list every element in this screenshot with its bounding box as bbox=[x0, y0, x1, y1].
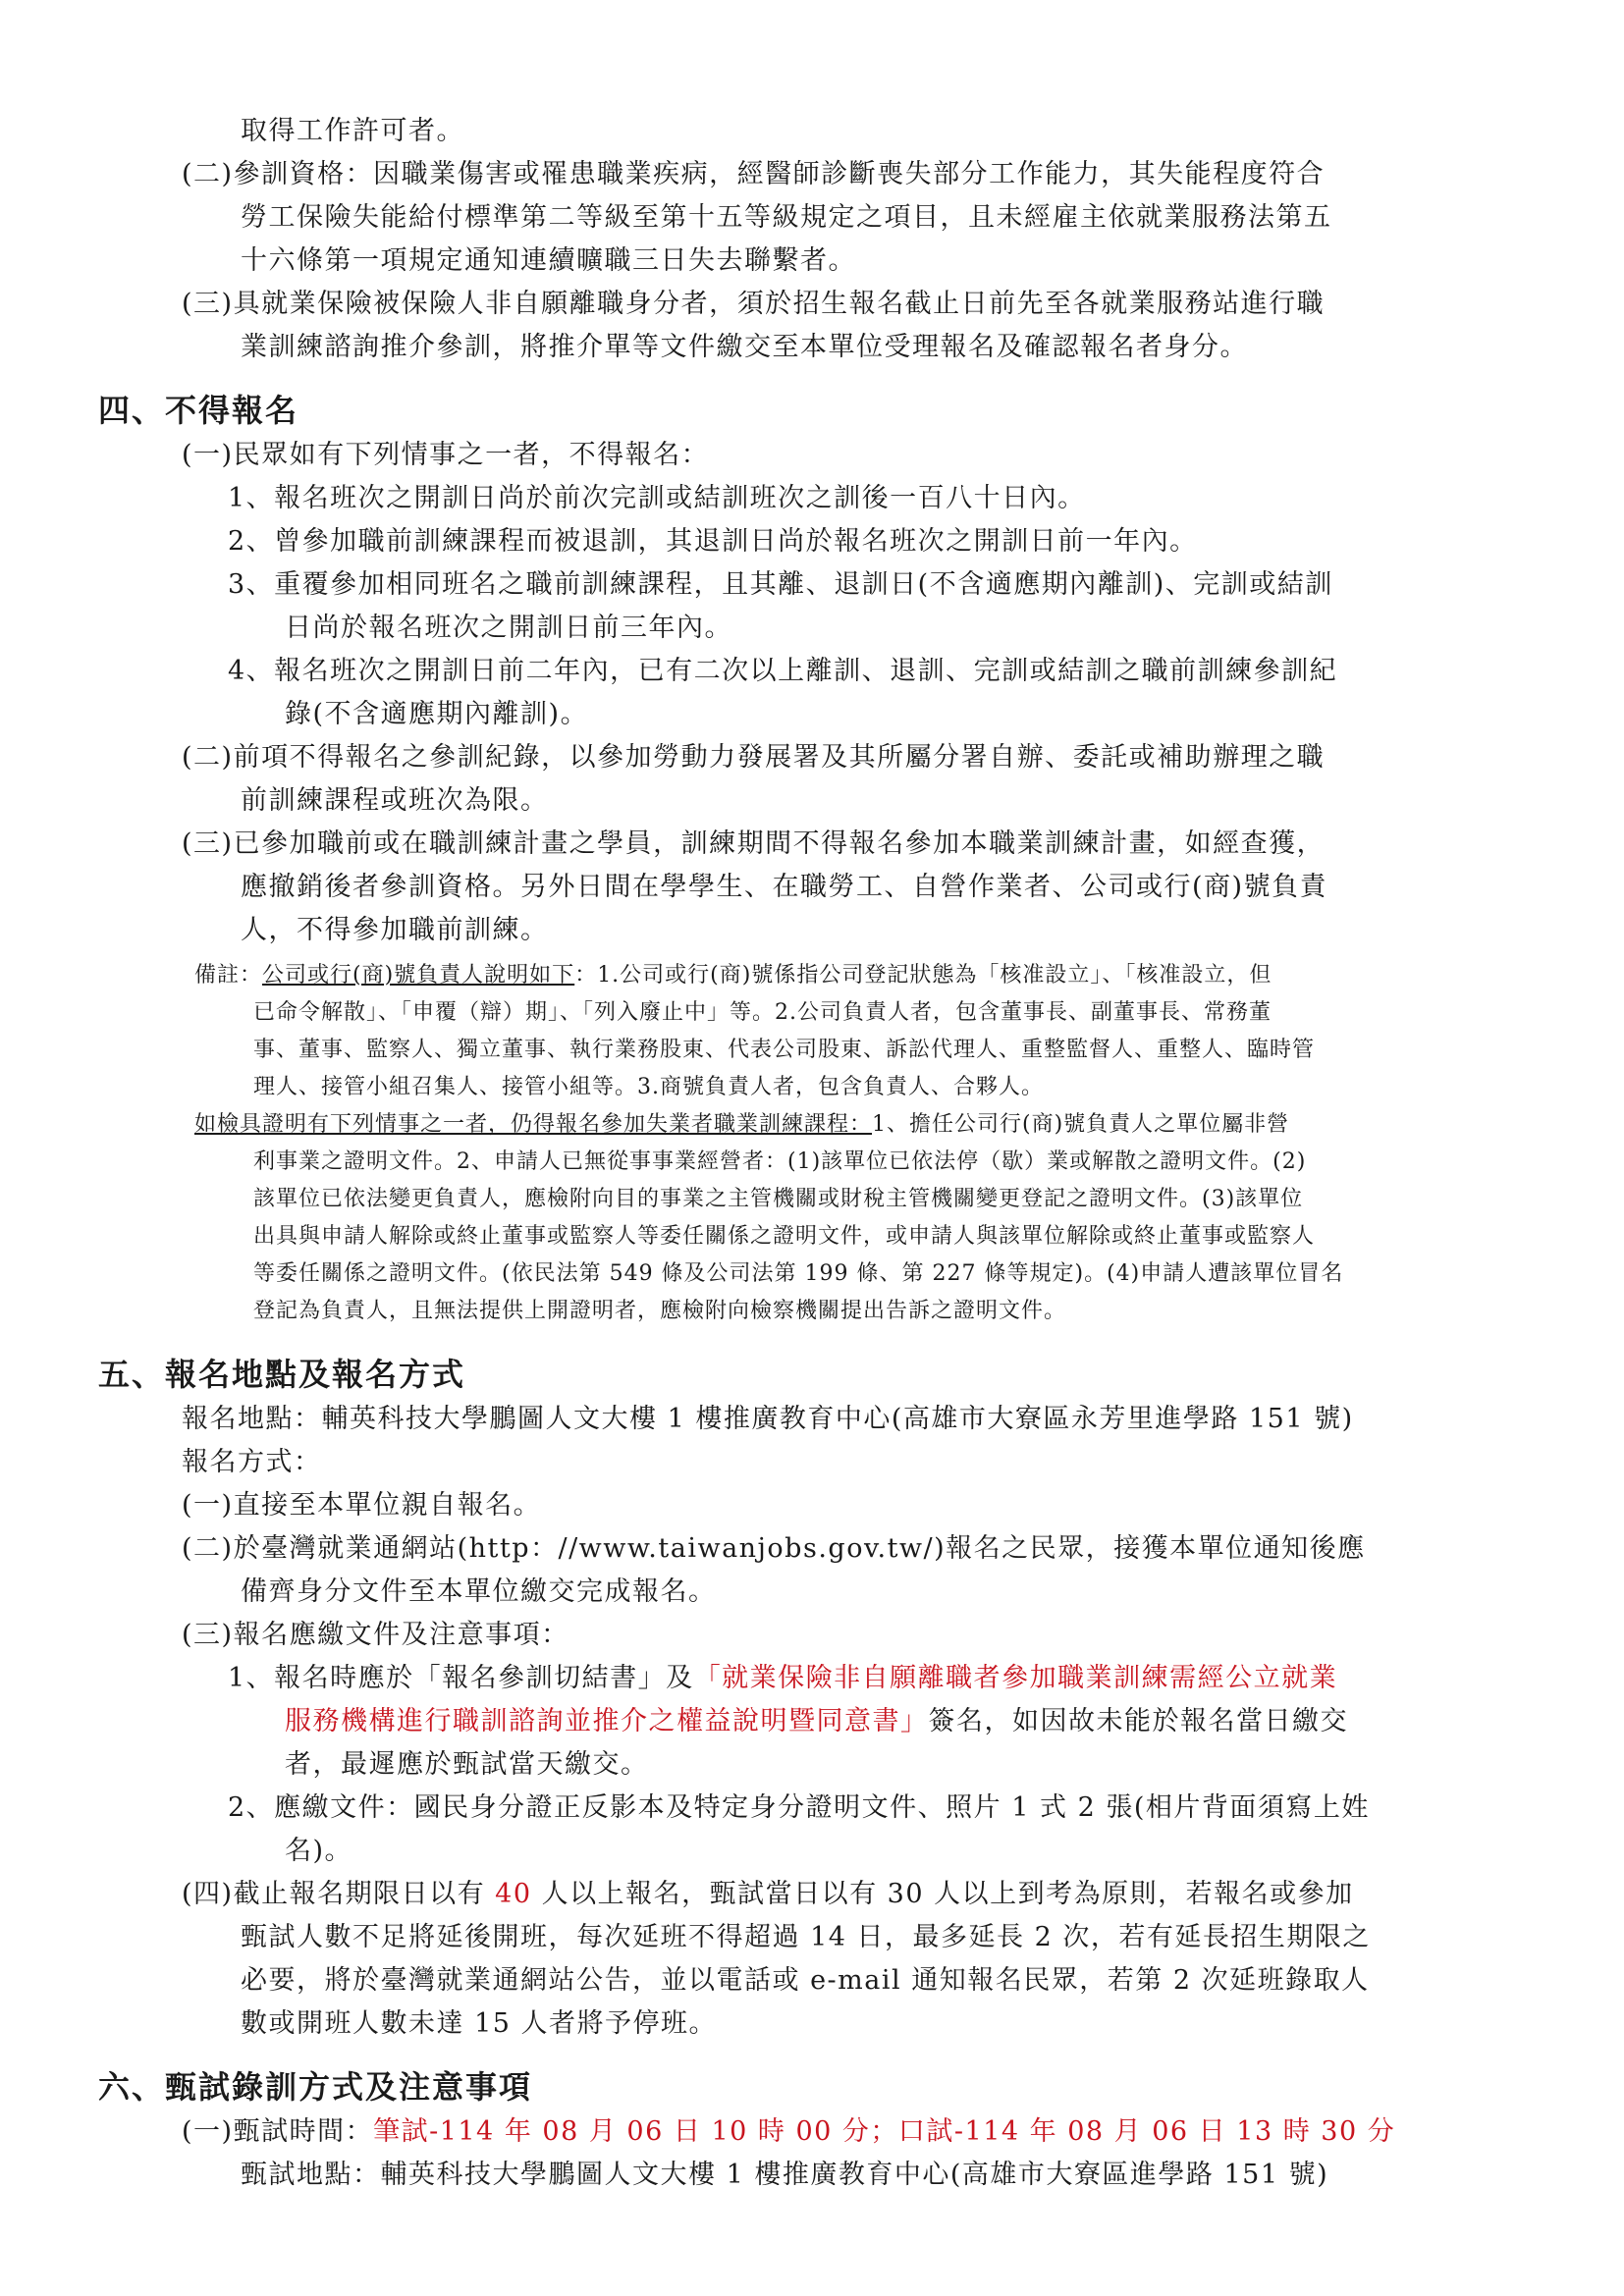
sec5-item4-text: (四)截止報名期限日以有 bbox=[182, 1879, 496, 1909]
note2-text: 1、擔任公司行(商)號負責人之單位屬非營 bbox=[872, 1112, 1290, 1137]
sec5-sub1-text2: 簽名，如因故未能於報名當日繳交 bbox=[928, 1706, 1348, 1736]
sec6-exam-location: 甄試地點：輔英科技大學鵬圖人文大樓 1 樓推廣教育中心(高雄市大寮區進學路 151 號) bbox=[241, 2160, 1329, 2190]
sec5-heading: 五、報名地點及報名方式 bbox=[98, 1356, 466, 1393]
sec6-exam-time-label: (一)甄試時間： bbox=[182, 2116, 374, 2147]
sec5-item4-text2: 人以上報名，甄試當日以有 30 人以上到考為原則，若報名或參加 bbox=[531, 1879, 1354, 1909]
sec4-sub3-line1: 3、重覆參加相同班名之職前訓練課程，且其離、退訓日(不含適應期內離訓)、完訓或結訓 bbox=[228, 569, 1333, 600]
note1-line3: 事、董事、監察人、獨立董事、執行業務股東、代表公司股東、訴訟代理人、重整監督人、重整人、臨時管 bbox=[253, 1038, 1316, 1062]
note1-line2: 已命令解散」、「申覆（辯）期」、「列入廢止中」等。2.公司負責人者，包含董事長、副董事長、常務董 bbox=[253, 1000, 1272, 1025]
sec3-item2-line3: 十六條第一項規定通知連續曠職三日失去聯繫者。 bbox=[241, 245, 856, 276]
sec5-item4-line2: 甄試人數不足將延後開班，每次延班不得超過 14 日，最多延長 2 次，若有延長招生期限之 bbox=[241, 1922, 1371, 1952]
sec5-item2-line2: 備齊身分文件至本單位繳交完成報名。 bbox=[241, 1576, 717, 1607]
sec5-sub2-line1: 2、應繳文件：國民身分證正反影本及特定身分證明文件、照片 1 式 2 張(相片背面須寫上姓 bbox=[228, 1792, 1370, 1823]
note2-line2: 利事業之證明文件。2、申請人已無從事事業經營者：(1)該單位已依法停（歇）業或解散之證明文件。(2) bbox=[253, 1149, 1307, 1174]
consent-form-title-part1: 「就業保險非自願離職者參加職業訓練需經公立就業 bbox=[693, 1663, 1338, 1693]
sec5-sub1-line3: 者，最遲應於甄試當天繳交。 bbox=[285, 1749, 649, 1780]
sec6-exam-time bbox=[182, 2110, 1395, 2154]
min-applicants: 40 bbox=[495, 1879, 532, 1909]
sec3-item3-line1: (三)具就業保險被保險人非自願離職身分者，須於招生報名截止日前先至各就業服務站進行職 bbox=[182, 289, 1326, 319]
sec5-sub2-line2: 名)。 bbox=[285, 1836, 353, 1866]
note1-line4: 理人、接管小組召集人、接管小組等。3.商號負責人者，包含負責人、合夥人。 bbox=[253, 1075, 1044, 1099]
note2-line3: 該單位已依法變更負責人，應檢附向目的事業之主管機關或財稅主管機關變更登記之證明文件。(3)該單位 bbox=[253, 1187, 1304, 1211]
sec3-item3-line2: 業訓練諮詢推介參訓，將推介單等文件繳交至本單位受理報名及確認報名者身分。 bbox=[241, 332, 1248, 362]
sec3-item2-line1: (二)參訓資格：因職業傷害或罹患職業疾病，經醫師診斷喪失部分工作能力，其失能程度符合 bbox=[182, 159, 1326, 189]
note1-prefix: 備註： bbox=[194, 963, 263, 988]
sec4-sub4-line2: 錄(不含適應期內離訓)。 bbox=[285, 699, 589, 729]
sec3-item2-line2: 勞工保險失能給付標準第二等級至第十五等級規定之項目，且未經雇主依就業服務法第五 bbox=[241, 202, 1332, 233]
note1-text: ：1.公司或行(商)號係指公司登記狀態為「核准設立」、「核准設立，但 bbox=[574, 963, 1272, 988]
sec5-item3: (三)報名應繳文件及注意事項： bbox=[182, 1620, 569, 1650]
sec4-sub2: 2、曾參加職前訓練課程而被退訓，其退訓日尚於報名班次之開訓日前一年內。 bbox=[228, 526, 1198, 557]
sec4-item1: (一)民眾如有下列情事之一者，不得報名： bbox=[182, 440, 710, 470]
note2-line4: 出具與申請人解除或終止董事或監察人等委任關係之證明文件，或申請人與該單位解除或終止董事或監察人 bbox=[253, 1224, 1316, 1249]
sec5-sub1-line1 bbox=[228, 1657, 1337, 1700]
sec5-item1: (一)直接至本單位親自報名。 bbox=[182, 1490, 542, 1521]
sec5-sub1-line2 bbox=[285, 1700, 1348, 1743]
note2-underlined: 如檢具證明有下列情事之一者，仍得報名參加失業者職業訓練課程： bbox=[194, 1112, 873, 1137]
sec4-item3-line2: 應撤銷後者參訓資格。另外日間在學學生、在職勞工、自營作業者、公司或行(商)號負責 bbox=[241, 872, 1328, 902]
note2-line5: 等委任關係之證明文件。(依民法第 549 條及公司法第 199 條、第 227 條等規定)。(4)申請人遭該單位冒名 bbox=[253, 1261, 1344, 1286]
sec4-item3-line3: 人，不得參加職前訓練。 bbox=[241, 915, 549, 945]
sec5-method-label: 報名方式： bbox=[182, 1447, 322, 1477]
exam-schedule: 筆試-114 年 08 月 06 日 10 時 00 分；口試-114 年 08 月 06 日 13 時 30 分 bbox=[373, 2116, 1396, 2147]
sec4-heading: 四、不得報名 bbox=[98, 392, 299, 429]
sec3-line0: 取得工作許可者。 bbox=[241, 116, 464, 146]
note1-underlined: 公司或行(商)號負責人說明如下 bbox=[262, 963, 575, 988]
sec5-item4-line3: 必要，將於臺灣就業通網站公告，並以電話或 e-mail 通知報名民眾，若第 2 次延班錄取人 bbox=[241, 1965, 1370, 1996]
consent-form-title-part2: 服務機構進行職訓諮詢並推介之權益說明暨同意書」 bbox=[285, 1706, 929, 1736]
note2-line1 bbox=[194, 1106, 1289, 1144]
sec4-sub4-line1: 4、報名班次之開訓日前二年內，已有二次以上離訓、退訓、完訓或結訓之職前訓練參訓紀 bbox=[228, 656, 1338, 686]
sec5-item4-line4: 數或開班人數未達 15 人者將予停班。 bbox=[241, 2008, 718, 2039]
sec5-item4-line1 bbox=[182, 1873, 1354, 1916]
sec4-item2-line1: (二)前項不得報名之參訓紀錄，以參加勞動力發展署及其所屬分署自辦、委託或補助辦理之職 bbox=[182, 742, 1326, 773]
sec4-item2-line2: 前訓練課程或班次為限。 bbox=[241, 785, 549, 816]
sec5-item2-line1: (二)於臺灣就業通網站(http：//www.taiwanjobs.gov.tw/)報名之民眾，接獲本單位通知後應 bbox=[182, 1533, 1366, 1564]
sec5-sub1-text: 1、報名時應於「報名參訓切結書」及 bbox=[228, 1663, 694, 1693]
sec5-location: 報名地點：輔英科技大學鵬圖人文大樓 1 樓推廣教育中心(高雄市大寮區永芳里進學路 151 號) bbox=[182, 1404, 1354, 1434]
note1-line1 bbox=[194, 957, 1272, 994]
sec4-sub1: 1、報名班次之開訓日尚於前次完訓或結訓班次之訓後一百八十日內。 bbox=[228, 483, 1086, 513]
sec6-heading: 六、甄試錄訓方式及注意事項 bbox=[98, 2068, 533, 2106]
note2-line6: 登記為負責人，且無法提供上開證明者，應檢附向檢察機關提出告訴之證明文件。 bbox=[253, 1299, 1067, 1323]
sec4-sub3-line2: 日尚於報名班次之開訓日前三年內。 bbox=[285, 613, 732, 643]
sec4-item3-line1: (三)已參加職前或在職訓練計畫之學員，訓練期間不得報名參加本職業訓練計畫，如經查獲， bbox=[182, 828, 1326, 859]
